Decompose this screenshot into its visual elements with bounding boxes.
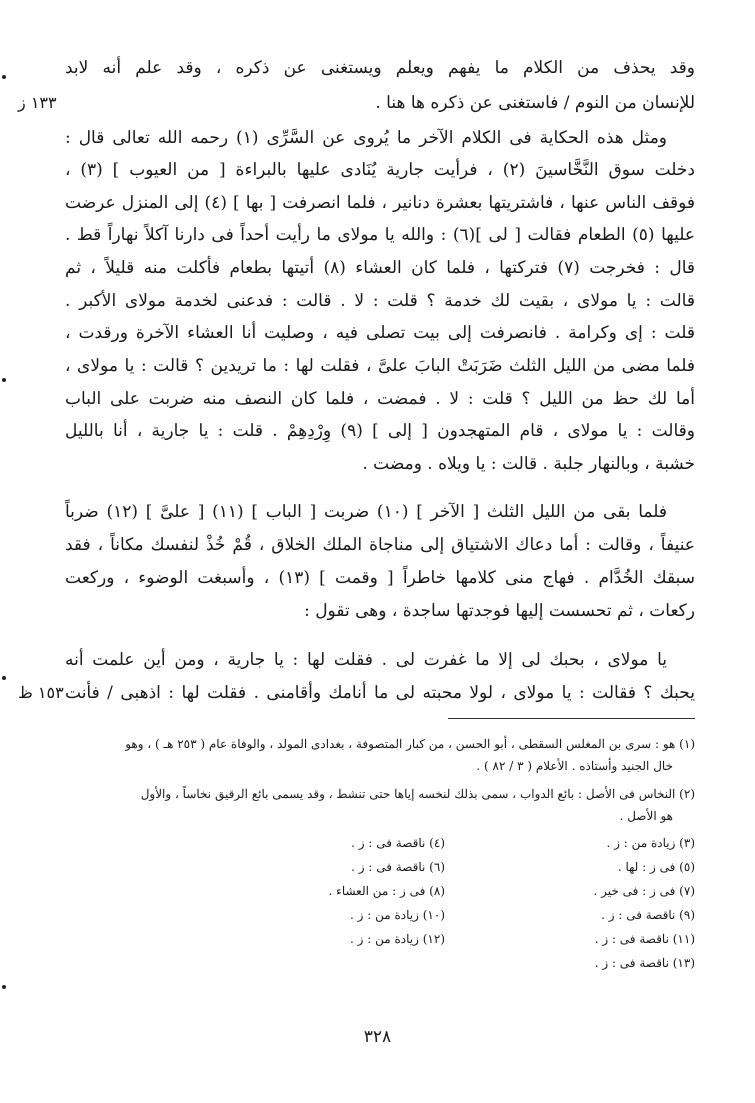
body-line-14: فلما بقى من الليل الثلث [ الآخر ] (١٠) ضربت [ الباب ] (١١) [ علىَّ ] (١٢) ضرباً: [65, 502, 668, 522]
scan-mark: [2, 75, 6, 79]
footnote-separator: [448, 718, 695, 719]
body-line-4: دخلت سوق النَّخَّاسينَ (٢) ، فرأيت جارية يُنَادى عليها بالبراءة [ من العيوب ] (٣) ،: [65, 160, 695, 180]
footnote-item: (١٠) زيادة من : ز .: [350, 908, 445, 922]
footnote-line: خال الجنيد وأستاذه . الأعلام ( ٣ / ٨٢ ) .: [476, 759, 673, 773]
body-line-17: ركعات ، ثم تحسست إليها فوجدتها ساجدة ، وهى تقول :: [304, 601, 695, 621]
footnote-line: (١) هو : سرى بن المغلس السقطى ، أبو الحسن ، من كبار المتصوفة ، بغدادى المولد ، والوفاة عام ( ٢٥٣ هـ ) ، وهو: [125, 737, 695, 751]
body-line-10: فلما مضى من الليل الثلث ضَرَبَتْ البابَ علىَّ ، فقلت لها : ما تريدين ؟ قالت : يا مولاى ،: [65, 356, 695, 376]
scan-mark: [2, 378, 6, 382]
footnote-item: (٦) ناقصة فى : ز .: [351, 860, 445, 874]
margin-folio-note: ١٥٣ ظ: [18, 683, 64, 702]
footnote-item: (٩) ناقصة فى : ز .: [601, 908, 695, 922]
footnote-item: (٣) زيادة من : ز .: [606, 836, 695, 850]
footnote-item: (١١) ناقصة فى : ز .: [594, 932, 695, 946]
footnote-item: (٨) فى ز : من العشاء .: [328, 884, 445, 898]
scan-mark: [2, 985, 6, 989]
scan-mark: [2, 676, 6, 680]
body-line-13: خشبة ، وبالنهار جلبة . قالت : يا ويلاه . ومضت .: [362, 454, 695, 474]
footnote-line: (٢) النخاس فى الأصل : بائع الدواب ، سمى بذلك لنخسه إياها حتى تنشط ، وقد يسمى بائع الرقيق نخاساً ، والأول: [140, 787, 695, 801]
body-line-2: للإنسان من النوم / فاستغنى عن ذكره ها هنا .: [375, 93, 695, 113]
body-line-8: قالت : يا مولاى ، بقيت لك خدمة ؟ قلت : لا . قالت : فدعنى لخدمة مولاى الأكبر .: [65, 291, 695, 311]
footnote-line: هو الأصل .: [619, 809, 673, 823]
footnote-item: (٧) فى ز : فى خير .: [593, 884, 695, 898]
body-line-9: قلت : إى وكرامة . فانصرفت إلى بيت تصلى فيه ، وصليت أنا العشاء الآخرة ورقدت ،: [65, 323, 695, 343]
body-line-11: أما لك حظ من الليل ؟ قلت : لا . فمضت ، فلما كان النصف منه ضربت على الباب: [65, 389, 695, 409]
body-line-19: يحبك ؟ فقالت : يا مولاى ، لولا محبته لى ما أنامك وأقامنى . فقلت لها : اذهبى / فأنت: [65, 683, 695, 703]
footnote-item: (٤) ناقصة فى : ز .: [351, 836, 445, 850]
body-line-16: سبقك الخُدَّام . فهاج منى كلامها خاطراً [ وقمت ] (١٣) ، وأسبغت الوضوء ، وركعت: [65, 568, 695, 588]
footnote-item: (١٢) زيادة من : ز .: [350, 932, 445, 946]
body-line-3: ومثل هذه الحكاية فى الكلام الآخر ما يُروى عن السَّرِّى (١) رحمه الله تعالى قال :: [65, 128, 668, 148]
page-number: ٣٢٨: [363, 1027, 392, 1047]
body-line-12: وقالت : يا مولاى ، قام المتهجدون [ إلى ] (٩) وِرْدِهِمْ . قلت : يا جارية ، أنا بالليل: [65, 421, 695, 441]
margin-folio-note: ١٣٣ ز: [18, 93, 57, 112]
body-line-5: فوقف الناس عنها ، فاشتريتها بعشرة دنانير ، فلما انصرفت [ بها ] (٤) إلى المنزل عرضت: [65, 193, 695, 213]
body-line-1: وقد يحذف من الكلام ما يفهم ويعلم ويستغنى عن ذكره ، وقد علم أنه لابد: [65, 58, 695, 78]
footnote-item: (١٣) ناقصة فى : ز .: [594, 956, 695, 970]
body-line-18: يا مولاى ، بحبك لى إلا ما غفرت لى . فقلت لها : يا جارية ، ومن أين علمت أنه: [65, 650, 667, 670]
body-line-6: عليها (٥) الطعام فقالت [ لى ](٦) : والله يا مولاى ما رأيت أحداً فى دارنا آكلاً نهاراً قط .: [65, 225, 695, 245]
body-line-15: عنيفاً ، وقالت : أما دعاك الاشتياق إلى مناجاة الملك الخلاق ، قُمْ خُذْ لنفسك مكاناً ، فقد: [65, 535, 695, 555]
footnote-item: (٥) فى ز : لها .: [617, 860, 695, 874]
body-line-7: قال : فخرجت (٧) فتركتها ، فلما كان العشاء (٨) أتيتها بطعام فأكلت منه قليلاً ، ثم: [65, 258, 695, 278]
